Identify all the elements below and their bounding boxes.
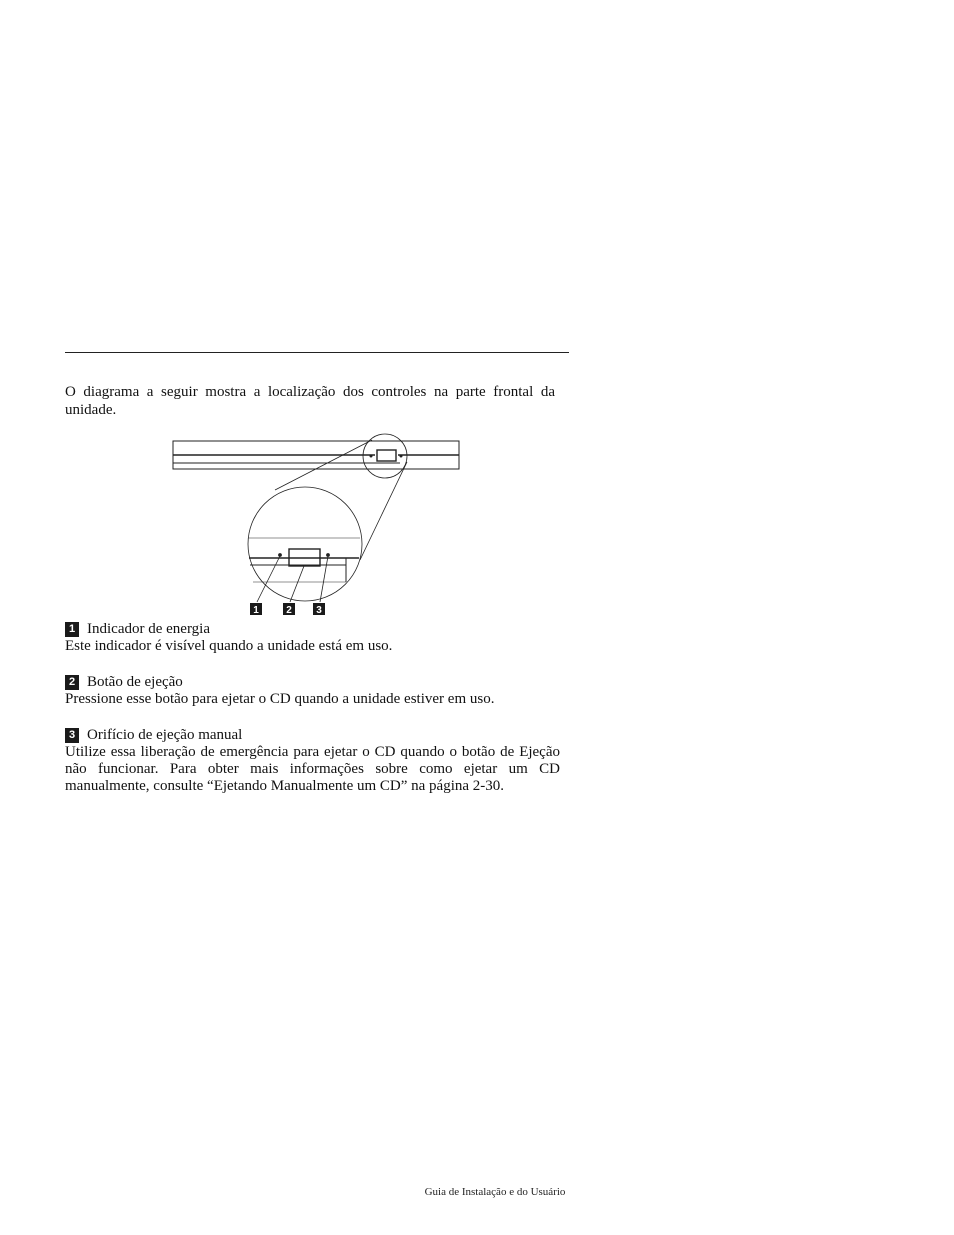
item-eject-button bbox=[65, 674, 560, 708]
svg-text:3: 3 bbox=[316, 605, 322, 616]
item-description: Pressione esse botão para ejetar o CD quando a unidade estiver em uso. bbox=[65, 691, 495, 707]
item-manual-eject-hole bbox=[65, 727, 560, 795]
eject-button-small bbox=[377, 450, 396, 461]
svg-text:2: 2 bbox=[286, 605, 292, 616]
magnified-view-circle bbox=[248, 487, 362, 601]
item-title: Botão de ejeção bbox=[87, 674, 183, 690]
svg-text:1: 1 bbox=[253, 605, 259, 616]
callout-badge: 2 bbox=[65, 675, 79, 690]
page-footer: Guia de Instalação e do Usuário bbox=[424, 1186, 566, 1198]
drive-front-diagram bbox=[160, 430, 470, 620]
item-title: Indicador de energia bbox=[87, 621, 210, 637]
callout-badge: 3 bbox=[65, 728, 79, 743]
item-title: Orifício de ejeção manual bbox=[87, 727, 243, 743]
callout-1 bbox=[250, 603, 262, 616]
callout-badge: 1 bbox=[65, 622, 79, 637]
intro-paragraph: O diagrama a seguir mostra a localização dos controles na parte frontal da unidade. bbox=[65, 384, 555, 418]
item-title-row bbox=[65, 727, 560, 744]
section-divider bbox=[65, 352, 569, 353]
callout-3 bbox=[313, 603, 325, 616]
item-title-row bbox=[65, 621, 560, 638]
item-title-row bbox=[65, 674, 560, 691]
item-description: Utilize essa liberação de emergência para ejetar o CD quando o botão de Ejeção não funcionar. Para obter mais informações sobre como ejetar um CD manualmente, consulte “Ejetando Manualmente um CD” na página 2-30. bbox=[65, 744, 560, 794]
item-power-indicator bbox=[65, 621, 560, 655]
callout-2 bbox=[283, 603, 295, 616]
item-description: Este indicador é visível quando a unidade está em uso. bbox=[65, 638, 393, 654]
